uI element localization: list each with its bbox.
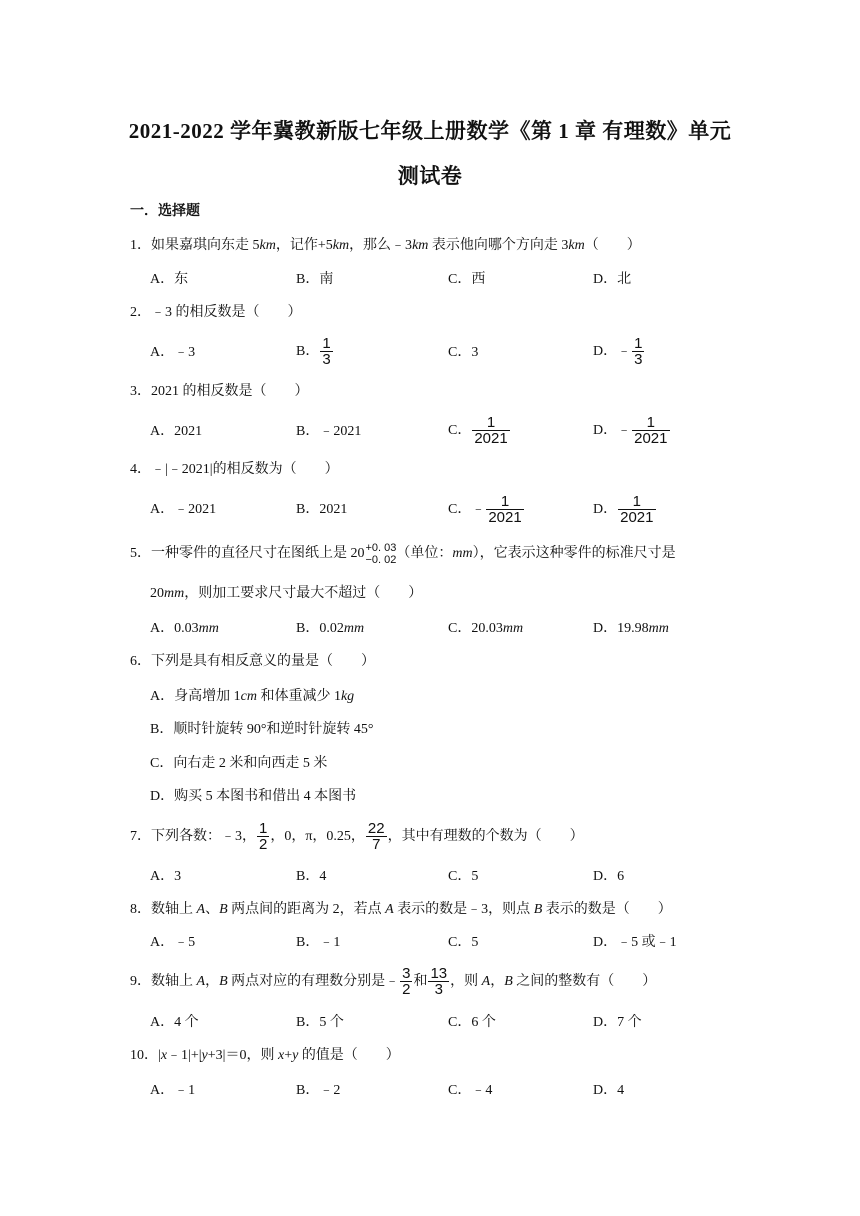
q3-option-d-label: D．﹣: [593, 423, 632, 438]
unit-km: km: [568, 238, 585, 253]
fraction-numerator: 1: [322, 334, 331, 352]
fraction-denominator: 3: [322, 351, 331, 369]
tolerance-lower: −0. 02: [365, 553, 397, 566]
title-line-1: 2021-2022 学年冀教新版七年级上册数学《第 1 章 有理数》单元: [128, 119, 732, 143]
q6-option-a-text-b: 和体重减少 1: [256, 689, 341, 704]
section-heading: 一．选择题: [130, 204, 200, 219]
q10-option-b: B．﹣2: [296, 1083, 341, 1098]
q4-option-d: [593, 489, 657, 531]
tolerance: [366, 542, 397, 566]
q1-text-d: 表示他向哪个方向走 3: [428, 238, 569, 253]
q8-text-c: 两点间的距离为 2，若点: [227, 902, 386, 917]
question-5-stem-line-2: [150, 584, 422, 604]
fraction-numerator: 1: [646, 413, 655, 431]
q1-option-a: A．东: [150, 272, 189, 287]
point-b: B: [219, 974, 228, 989]
fraction: [320, 336, 332, 369]
q8-text-a: 8．数轴上: [130, 902, 197, 917]
q9-option-b: B．5 个: [296, 1015, 344, 1030]
q10-text-a: 10．|: [130, 1048, 161, 1063]
q9-text-c: 两点对应的有理数分别是﹣: [227, 974, 400, 989]
q9-text-e: ，则: [450, 974, 482, 989]
q7-text-a: 7．下列各数：﹣3，: [130, 829, 256, 844]
fraction-denominator: 2021: [620, 509, 654, 527]
q3-option-a: A．2021: [150, 424, 203, 439]
q5-option-d: [593, 619, 669, 639]
fraction: [632, 415, 669, 448]
q9-option-a: A．4 个: [150, 1015, 199, 1030]
var-y: y: [201, 1048, 208, 1063]
q10-text-b: ﹣1|+|: [167, 1048, 202, 1063]
q5-option-c-text: C．20.03: [448, 621, 503, 636]
q1-option-d: D．北: [593, 272, 632, 287]
unit-km: km: [332, 238, 350, 253]
fraction: [618, 494, 655, 527]
unit-cm: cm: [240, 689, 257, 704]
q10-option-d: D．4: [593, 1083, 625, 1098]
q8-option-b: B．﹣1: [296, 935, 341, 950]
unit-mm: mm: [164, 586, 185, 601]
q2-option-a: A．﹣3: [150, 345, 196, 360]
fraction-numerator: 1: [500, 492, 510, 510]
point-a: A: [196, 974, 206, 989]
question-7-stem: [130, 816, 584, 858]
q4-option-c-label: C．﹣: [448, 502, 486, 517]
fraction-numerator: 22: [367, 819, 385, 837]
q7-text-c: ，其中有理数的个数为（ ）: [387, 829, 584, 844]
question-4-stem: 4．﹣|﹣2021|的相反数为（ ）: [130, 462, 339, 477]
fraction-denominator: 2021: [474, 430, 508, 448]
question-5-stem: [130, 539, 676, 569]
q2-option-d-label: D．﹣: [593, 344, 632, 359]
fraction: [632, 336, 644, 369]
q4-option-a: A．﹣2021: [150, 502, 217, 517]
unit-mm: mm: [198, 621, 219, 636]
tolerance-upper: +0. 03: [365, 541, 397, 554]
q6-option-a-text-a: A．身高增加 1: [150, 689, 241, 704]
q3-option-c-label: C．: [448, 423, 472, 438]
q10-option-c: C．﹣4: [448, 1083, 493, 1098]
fraction-denominator: 3: [428, 981, 449, 998]
q5-option-a-text: A．0.03: [150, 621, 199, 636]
point-a: A: [481, 974, 491, 989]
var-x: x: [160, 1048, 168, 1063]
fraction: [257, 821, 269, 854]
unit-km: km: [412, 238, 429, 253]
fraction: [486, 494, 523, 527]
fraction: [400, 966, 412, 999]
fraction-numerator: 1: [634, 334, 643, 352]
fraction-numerator: 1: [632, 492, 641, 510]
q5-option-a: [150, 619, 219, 639]
q8-text-d: 表示的数是﹣3，则点: [393, 902, 534, 917]
question-9-stem: [130, 961, 656, 1003]
q5-option-b: [296, 619, 364, 639]
fraction-denominator: 3: [634, 351, 643, 369]
q5-option-d-text: D．19.98: [593, 621, 649, 636]
fraction-denominator: 2: [402, 981, 411, 999]
q9-text-a: 9．数轴上: [130, 974, 197, 989]
fraction: [366, 821, 387, 854]
question-6-stem: 6．下列是具有相反意义的量是（ ）: [130, 654, 375, 669]
q1-text-e: （ ）: [584, 238, 641, 253]
q5-text-b: （单位：: [396, 546, 453, 561]
question-8-stem: [130, 900, 672, 920]
q1-option-b: B．南: [296, 272, 334, 287]
fraction-numerator: 3: [402, 964, 411, 982]
q8-option-c: C．5: [448, 935, 479, 950]
q2-option-b-label: B．: [296, 344, 320, 359]
q9-text-b: ，: [490, 974, 505, 989]
fraction: [428, 966, 449, 999]
q7-option-b: B．4: [296, 869, 327, 884]
q6-option-b: B．顺时针旋转 90°和逆时针旋转 45°: [150, 722, 374, 737]
q10-option-a: A．﹣1: [150, 1083, 196, 1098]
q5-text-a: 5．一种零件的直径尺寸在图纸上是 20: [130, 546, 365, 561]
q4-option-d-label: D．: [593, 502, 618, 517]
q4-option-b: B．2021: [296, 502, 348, 517]
q7-option-c: C．5: [448, 869, 479, 884]
fraction-numerator: 13: [430, 964, 448, 982]
point-a: A: [196, 902, 206, 917]
unit-mm: mm: [452, 546, 473, 561]
q1-text-b: ，记作+5: [275, 238, 333, 253]
point-a: A: [385, 902, 394, 917]
q7-option-a: A．3: [150, 869, 182, 884]
q1-text-a: 1．如果嘉琪向东走 5: [130, 238, 260, 253]
q10-text-c: +3|＝0，则: [207, 1048, 278, 1063]
q10-text-d: +: [284, 1048, 293, 1063]
unit-mm: mm: [502, 621, 524, 636]
q2-option-c: C．3: [448, 345, 479, 360]
fraction-numerator: 1: [486, 413, 496, 431]
q8-text-e: 表示的数是（ ）: [542, 902, 672, 917]
q3-option-c: [448, 410, 511, 452]
q3-option-b: B．﹣2021: [296, 424, 362, 439]
q9-text-d: 和: [413, 974, 428, 989]
q5-line2-b: ，则加工要求尺寸最大不超过（ ）: [184, 586, 423, 601]
unit-mm: mm: [343, 621, 365, 636]
var-y: y: [292, 1048, 299, 1063]
q8-option-a: A．﹣5: [150, 935, 196, 950]
q5-option-c: [448, 619, 523, 639]
q6-option-a: [150, 687, 354, 707]
q5-line2-a: 20: [150, 586, 164, 601]
q6-option-d: D．购买 5 本图书和借出 4 本图书: [150, 789, 357, 804]
question-2-stem: 2．﹣3 的相反数是（ ）: [130, 305, 302, 320]
q6-option-c: C．向右走 2 米和向西走 5 米: [150, 756, 328, 771]
unit-kg: kg: [340, 689, 355, 704]
unit-mm: mm: [648, 621, 669, 636]
var-x: x: [277, 1048, 285, 1063]
fraction-denominator: 7: [366, 836, 387, 853]
q1-text-c: ，那么﹣3: [349, 238, 413, 253]
q2-option-b: [296, 332, 334, 372]
q8-option-d: D．﹣5 或﹣1: [593, 935, 677, 950]
q2-option-d: [593, 332, 645, 372]
question-1-stem: [130, 236, 641, 256]
q9-option-c: C．6 个: [448, 1015, 496, 1030]
point-b: B: [504, 974, 513, 989]
fraction-denominator: 2021: [488, 509, 522, 527]
point-b: B: [219, 902, 228, 917]
q5-option-b-text: B．0.02: [296, 621, 344, 636]
q8-text-b: 、: [205, 902, 220, 917]
q9-option-d: D．7 个: [593, 1015, 642, 1030]
q5-text-c: ），它表示这种零件的标准尺寸是: [472, 546, 676, 561]
q10-text-e: 的值是（ ）: [298, 1048, 400, 1063]
fraction-numerator: 1: [259, 819, 268, 837]
point-b: B: [533, 902, 543, 917]
q1-option-c: C．西: [448, 272, 486, 287]
q9-text-b: ，: [205, 974, 220, 989]
fraction: [472, 415, 509, 448]
fraction-denominator: 2021: [634, 430, 668, 448]
unit-km: km: [259, 238, 276, 253]
fraction-denominator: 2: [259, 836, 268, 854]
q7-text-b: ，0，π，0.25，: [270, 829, 365, 844]
title-line-2: 测试卷: [397, 164, 463, 188]
q7-option-d: D．6: [593, 869, 625, 884]
question-3-stem: 3．2021 的相反数是（ ）: [130, 384, 309, 399]
q3-option-d: [593, 410, 671, 452]
question-10-stem: [130, 1046, 400, 1066]
q4-option-c: [448, 489, 525, 531]
q9-text-f: 之间的整数有（ ）: [512, 974, 657, 989]
